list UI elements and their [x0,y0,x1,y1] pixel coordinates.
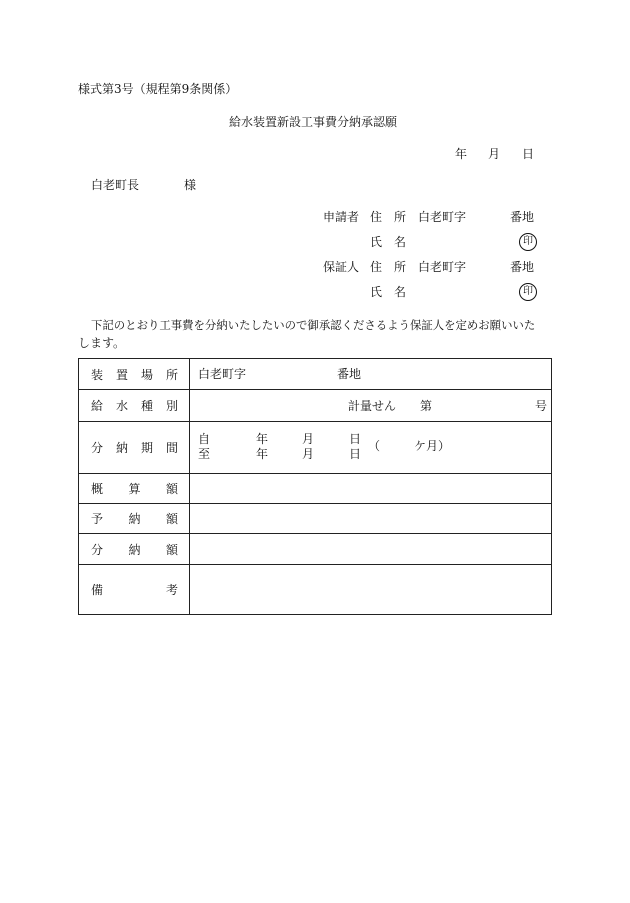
label-char: 納 [128,512,141,526]
label-char: 所 [393,210,406,224]
period-from-year: 年 [256,432,269,446]
label-char: 場 [140,367,153,382]
label-char: 装 [91,367,104,382]
label-char: 名 [393,235,406,249]
period-to-month: 月 [302,447,315,461]
table-row [79,534,552,565]
installment-label [79,534,190,565]
applicant-seal-icon: 印 [519,233,537,251]
installment-form-table [78,358,552,615]
label-char: 所 [165,367,178,382]
label-char: 所 [393,260,406,274]
applicant-address-label [370,210,406,224]
period-from-month: 月 [302,432,315,446]
label-char: 備 [91,583,104,597]
label-char: 給 [91,399,104,413]
water-type-label [79,390,190,422]
guarantor-address-label [370,260,406,274]
label-char: 考 [165,583,178,597]
label-char: 別 [165,399,178,413]
date-month-label: 月 [488,147,501,161]
guarantor-name-label [370,285,406,299]
location-prefix: 白老町字 [198,367,247,381]
addressee-honorific: 様 [184,178,197,192]
label-char: 分 [91,441,104,455]
label-char: 納 [128,542,141,557]
table-row [79,422,552,474]
applicant-role: 申請者 [323,210,360,224]
location-label [79,359,190,390]
body-text-line2: します。 [78,336,126,350]
meter-label: 計量せん [348,399,397,413]
estimate-label [79,474,190,504]
advance-label [79,504,190,534]
table-row [79,504,552,534]
label-char: 額 [165,482,178,496]
location-value-cell[interactable] [190,359,552,390]
remarks-value-cell[interactable] [190,565,552,615]
date-year-label: 年 [455,147,468,161]
guarantor-address-prefix: 白老町字 [418,260,467,274]
label-char: 額 [165,542,178,557]
label-char: 種 [140,399,153,413]
period-label [79,422,190,474]
label-char: 氏 [370,285,383,299]
guarantor-role: 保証人 [323,260,360,274]
applicant-name-label [370,235,406,249]
installment-value-cell[interactable] [190,534,552,565]
label-char: 名 [393,285,406,299]
period-to-label: 至 [198,447,211,461]
page-title: 給水装置新設工事費分納承認願 [229,115,398,129]
period-to-year: 年 [256,447,269,461]
period-from-day: 日 [349,432,362,446]
label-char: 概 [91,482,104,496]
period-months-open: （ [368,439,381,453]
label-char: 額 [165,512,178,526]
table-row [79,474,552,504]
label-char: 期 [140,441,153,455]
label-char: 予 [91,512,104,526]
applicant-address-suffix: 番地 [510,210,535,224]
location-suffix: 番地 [337,367,362,381]
table-row [79,390,552,422]
addressee-name: 白老町長 [91,178,140,192]
table-row [79,359,552,390]
water-type-value-cell[interactable] [190,390,552,422]
body-text-line1: 下記のとおり工事費を分納いたしたいので御承認くださるよう保証人を定めお願いいた [91,318,536,332]
label-char: 置 [115,367,128,382]
table-row [79,565,552,615]
label-char: 分 [91,542,104,557]
label-char: 氏 [370,235,383,249]
period-from-label: 自 [198,432,211,446]
label-char: 算 [128,482,141,496]
date-day-label: 日 [522,147,535,161]
meter-number-prefix: 第 [420,399,433,413]
period-to-day: 日 [349,447,362,461]
period-value-cell[interactable] [190,422,552,474]
advance-value-cell[interactable] [190,504,552,534]
form-id: 様式第3号（規程第9条関係） [78,82,238,96]
label-char: 水 [115,399,128,413]
period-months-label: ケ月） [414,439,451,453]
applicant-address-prefix: 白老町字 [418,210,467,224]
label-char: 間 [165,441,178,455]
meter-number-suffix: 号 [535,399,548,413]
remarks-label [79,565,190,615]
label-char: 納 [115,441,128,455]
guarantor-address-suffix: 番地 [510,260,535,274]
guarantor-seal-icon: 印 [519,283,537,301]
label-char: 住 [370,260,383,274]
estimate-value-cell[interactable] [190,474,552,504]
label-char: 住 [370,210,383,224]
